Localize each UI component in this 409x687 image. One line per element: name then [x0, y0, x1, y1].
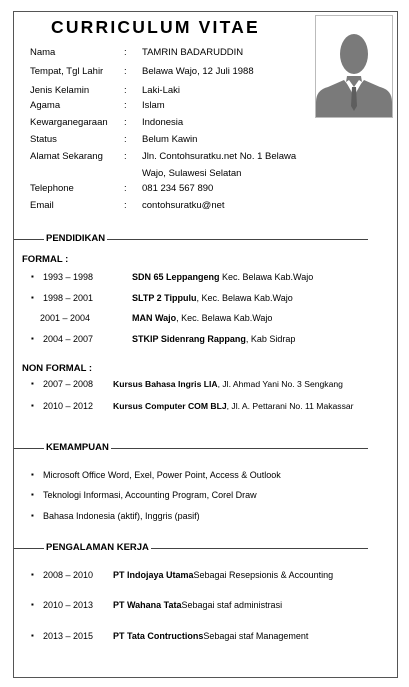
education-years: 2004 – 2007	[43, 334, 94, 344]
section-pendidikan	[14, 233, 368, 245]
info-colon: :	[124, 183, 127, 194]
info-label: Alamat Sekarang	[30, 151, 103, 162]
section-heading: PENDIDIKAN	[46, 233, 106, 244]
person-silhouette-icon	[316, 16, 392, 117]
bullet: ▪	[31, 293, 34, 302]
work-entry	[113, 569, 333, 581]
bullet: ▪	[31, 511, 34, 520]
bullet: ▪	[31, 401, 34, 410]
formal-label: FORMAL :	[22, 254, 69, 265]
company-name: PT Wahana Tata	[113, 600, 182, 610]
info-value: Belawa Wajo, 12 Juli 1988	[142, 66, 254, 77]
info-colon: :	[124, 66, 127, 77]
cv-title: CURRICULUM VITAE	[51, 17, 260, 37]
education-entry	[132, 271, 313, 283]
info-value: Laki-Laki	[142, 85, 181, 96]
work-entry	[113, 599, 282, 611]
info-label: Status	[30, 134, 57, 145]
school-location: Kec. Belawa Kab.Wajo	[219, 272, 314, 282]
section-heading: KEMAMPUAN	[46, 442, 109, 453]
work-years: 2010 – 2013	[43, 600, 94, 610]
job-title: Sebagai staf administrasi	[181, 600, 283, 610]
info-colon: :	[124, 117, 127, 128]
info-value: Indonesia	[142, 117, 184, 128]
info-value: TAMRIN BADARUDDIN	[142, 47, 244, 58]
bullet: ▪	[31, 272, 34, 281]
bullet: ▪	[31, 334, 34, 343]
profile-photo	[315, 15, 393, 118]
school-location: , Kec. Belawa Kab.Wajo	[176, 313, 273, 323]
job-title: Sebagai staf Management	[203, 631, 309, 641]
info-colon: :	[124, 151, 127, 162]
education-years: 2001 – 2004	[40, 313, 91, 323]
school-name: SDN 65 Leppangeng	[132, 272, 220, 282]
info-value: 081 234 567 890	[142, 183, 214, 194]
info-label: Email	[30, 200, 54, 211]
section-kemampuan	[14, 442, 368, 454]
education-entry	[132, 312, 272, 324]
course-location: , Jl. A. Pettarani No. 11 Makassar	[226, 401, 354, 411]
job-title: Sebagai Resepsionis & Accounting	[193, 570, 334, 580]
section-heading: PENGALAMAN KERJA	[46, 542, 149, 553]
bullet: ▪	[31, 600, 34, 609]
course-location: , Jl. Ahmad Yani No. 3 Sengkang	[217, 379, 343, 389]
bullet: ▪	[31, 490, 34, 499]
info-label: Telephone	[30, 183, 74, 194]
course-entry	[113, 400, 354, 412]
info-value: Belum Kawin	[142, 134, 198, 145]
info-label: Kewarganegaraan	[30, 117, 108, 128]
bullet: ▪	[31, 379, 34, 388]
info-colon: :	[124, 134, 127, 145]
work-years: 2008 – 2010	[43, 570, 94, 580]
info-label: Nama	[30, 47, 56, 58]
work-entry	[113, 630, 308, 642]
course-entry	[113, 378, 343, 390]
info-value: Jln. Contohsuratku.net No. 1 Belawa	[142, 151, 297, 162]
education-entry	[132, 292, 293, 304]
nonformal-label: NON FORMAL :	[22, 363, 93, 374]
info-colon: :	[124, 47, 127, 58]
skill-item: Teknologi Informasi, Accounting Program, Corel Draw	[43, 490, 257, 500]
info-value-line2: Wajo, Sulawesi Selatan	[142, 168, 242, 179]
info-colon: :	[124, 200, 127, 211]
info-label: Jenis Kelamin	[30, 85, 90, 96]
info-label: Tempat, Tgl Lahir	[30, 66, 104, 77]
school-name: MAN Wajo	[132, 313, 177, 323]
course-years: 2010 – 2012	[43, 401, 94, 411]
school-name: SLTP 2 Tippulu	[132, 293, 197, 303]
info-value: Islam	[142, 100, 165, 111]
education-entry	[132, 333, 295, 345]
info-value: contohsuratku@net	[142, 200, 225, 211]
skill-item: Bahasa Indonesia (aktif), Inggris (pasif)	[43, 511, 200, 521]
skill-item: Microsoft Office Word, Exel, Power Point, Access & Outlook	[43, 470, 281, 480]
education-years: 1998 – 2001	[43, 293, 94, 303]
section-pengalaman	[14, 542, 368, 554]
bullet: ▪	[31, 470, 34, 479]
course-name: Kursus Bahasa Ingris LIA	[113, 379, 218, 389]
info-label: Agama	[30, 100, 61, 111]
course-name: Kursus Computer COM BLJ	[113, 401, 227, 411]
school-name: STKIP Sidenrang Rappang	[132, 334, 246, 344]
company-name: PT Tata Contructions	[113, 631, 204, 641]
course-years: 2007 – 2008	[43, 379, 94, 389]
education-years: 1993 – 1998	[43, 272, 94, 282]
school-location: , Kab Sidrap	[245, 334, 296, 344]
company-name: PT Indojaya Utama	[113, 570, 194, 580]
bullet: ▪	[31, 570, 34, 579]
work-years: 2013 – 2015	[43, 631, 94, 641]
bullet: ▪	[31, 631, 34, 640]
info-colon: :	[124, 85, 127, 96]
info-colon: :	[124, 100, 127, 111]
school-location: , Kec. Belawa Kab.Wajo	[196, 293, 293, 303]
